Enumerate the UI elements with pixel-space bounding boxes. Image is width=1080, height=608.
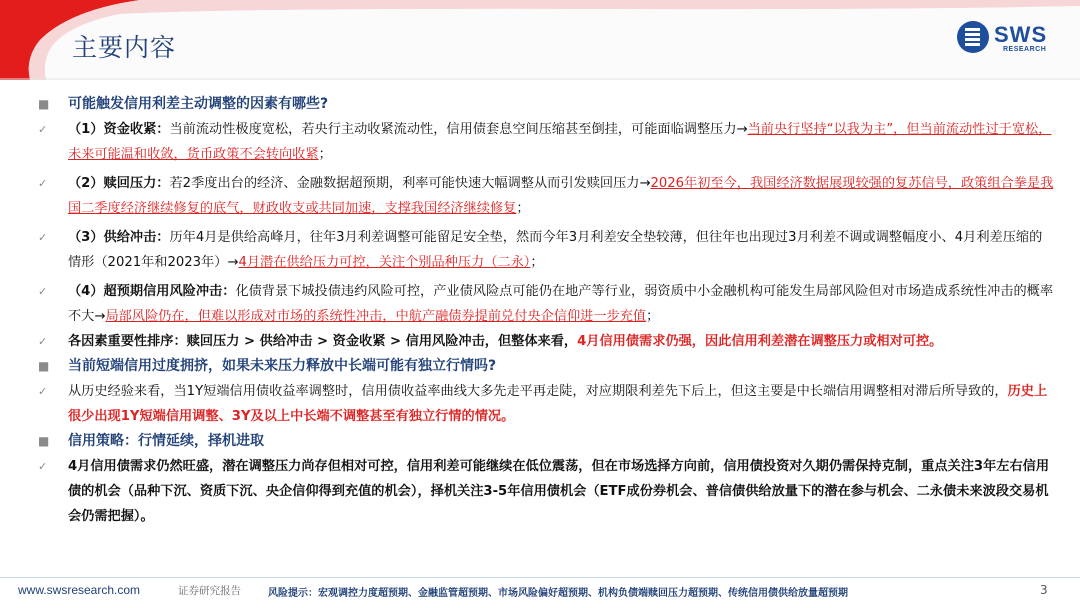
section-heading [38,354,1054,379]
check-bullet-icon: ✓ [38,123,48,136]
footer-url-link[interactable]: www.swsresearch.com [18,583,141,597]
item-lead: （4）超预期信用风险冲击： [68,284,236,299]
item-highlight: 4月潜在供给压力可控，关注个别品种压力（二永） [238,255,531,270]
item-highlight: 4月信用债需求仍强，因此信用利差潜在调整压力或相对可控。 [577,334,943,349]
item-text: 化债背景下城投债违约风险可控，产业债风险点可能仍在地产等行业，弱资质中小金融机构可能发生局部风险但对市场造成系统性冲击的概率不大→ [68,284,1054,324]
footer-risk-note: 风险提示：宏观调控力度超预期、金融监管超预期、市场风险偏好超预期、机构负债端赎回压力超预期、传统信用债供给放量超预期 [268,588,848,599]
item-text: 4月信用债需求仍然旺盛，潜在调整压力尚存但相对可控，信用利差可能继续在低位震荡，但在市场选择方向前，信用债投资对久期仍需保持克制，重点关注3年左右信用债的机会（品种下沉、资质下沉、央企信仰得到充值的机会），择机关注3-5年信用债机会（ETF成份券机会、普信债供给放量下的潜在参与机会、二永债未来波段交易机会仍需把握）。 [68,459,1050,524]
item-tail: ； [646,309,660,324]
logo-sub: RESEARCH [1003,46,1047,53]
item-tail: ； [530,255,544,270]
list-item [38,117,1054,167]
item-text: 从历史经验来看，当1Y短端信用债收益率调整时，信用债收益率曲线大多先走平再走陡，对应期限利差先下后上，但这主要是中长端信用调整相对滞后所导致的， [68,384,1008,399]
item-lead: （2）赎回压力： [68,176,170,191]
square-bullet-icon: ■ [38,434,50,448]
item-tail: ； [516,201,530,216]
section-heading [38,92,1054,117]
item-text: 历年4月是供给高峰月，往年3月利差调整可能留足安全垫，然而今年3月利差安全垫较薄，但往年也出现过3月利差不调或调整幅度小、4月利差压缩的情形（2021年和2023年）→ [68,230,1043,270]
item-lead: （3）供给冲击： [68,230,170,245]
item-highlight: 局部风险仍在，但难以形成对市场的系统性冲击，中航产融债券提前兑付央企信仰进一步充值 [105,309,647,324]
heading-text: 信用策略：行情延续，择机进取 [68,433,264,449]
item-tail: ； [318,147,332,162]
sws-logo-icon [956,20,990,54]
item-lead: （1）资金收紧： [68,122,170,137]
list-item [38,379,1054,429]
check-bullet-icon: ✓ [38,335,48,348]
item-text: 若2季度出台的经济、金融数据超预期，利率可能快速大幅调整从而引发赎回压力→ [169,176,651,191]
section-heading [38,429,1054,454]
footer-divider [0,577,1080,578]
list-item [38,329,1054,354]
list-item [38,279,1054,329]
square-bullet-icon: ■ [38,359,50,373]
heading-text: 当前短端信用过度拥挤，如果未来压力释放中长端可能有独立行情吗? [68,358,497,374]
heading-text: 可能触发信用利差主动调整的因素有哪些? [68,96,329,112]
check-bullet-icon: ✓ [38,285,48,298]
list-item [38,171,1054,221]
check-bullet-icon: ✓ [38,177,48,190]
check-bullet-icon: ✓ [38,460,48,473]
page-title: 主要内容 [72,33,177,62]
item-highlight: 2026年初至今，我国经济数据展现较强的复苏信号，政策组合拳是我国二季度经济继续修复的底气，财政收支或共同加速，支撑我国经济继续修复 [68,176,1054,216]
item-lead: 各因素重要性排序：赎回压力 > 供给冲击 > 资金收紧 > 信用风险冲击，但整体来看， [68,334,578,349]
item-text: 当前流动性极度宽松，若央行主动收紧流动性，信用债套息空间压缩甚至倒挂，可能面临调整压力→ [169,122,748,137]
item-highlight: 当前央行坚持“以我为主”，但当前流动性过于宽松，未来可能温和收敛，货币政策不会转向收紧 [68,122,1052,162]
check-bullet-icon: ✓ [38,231,48,244]
item-highlight: 历史上很少出现1Y短端信用调整、3Y及以上中长端不调整甚至有独立行情的情况。 [68,384,1048,424]
list-item [38,225,1054,275]
check-bullet-icon: ✓ [38,385,48,398]
list-item [38,454,1054,529]
main-content [38,92,1054,529]
logo-brand: SWS [994,22,1048,47]
footer-company: 证券研究报告 [178,585,241,597]
page-number: 3 [1040,583,1048,597]
square-bullet-icon: ■ [38,97,50,111]
